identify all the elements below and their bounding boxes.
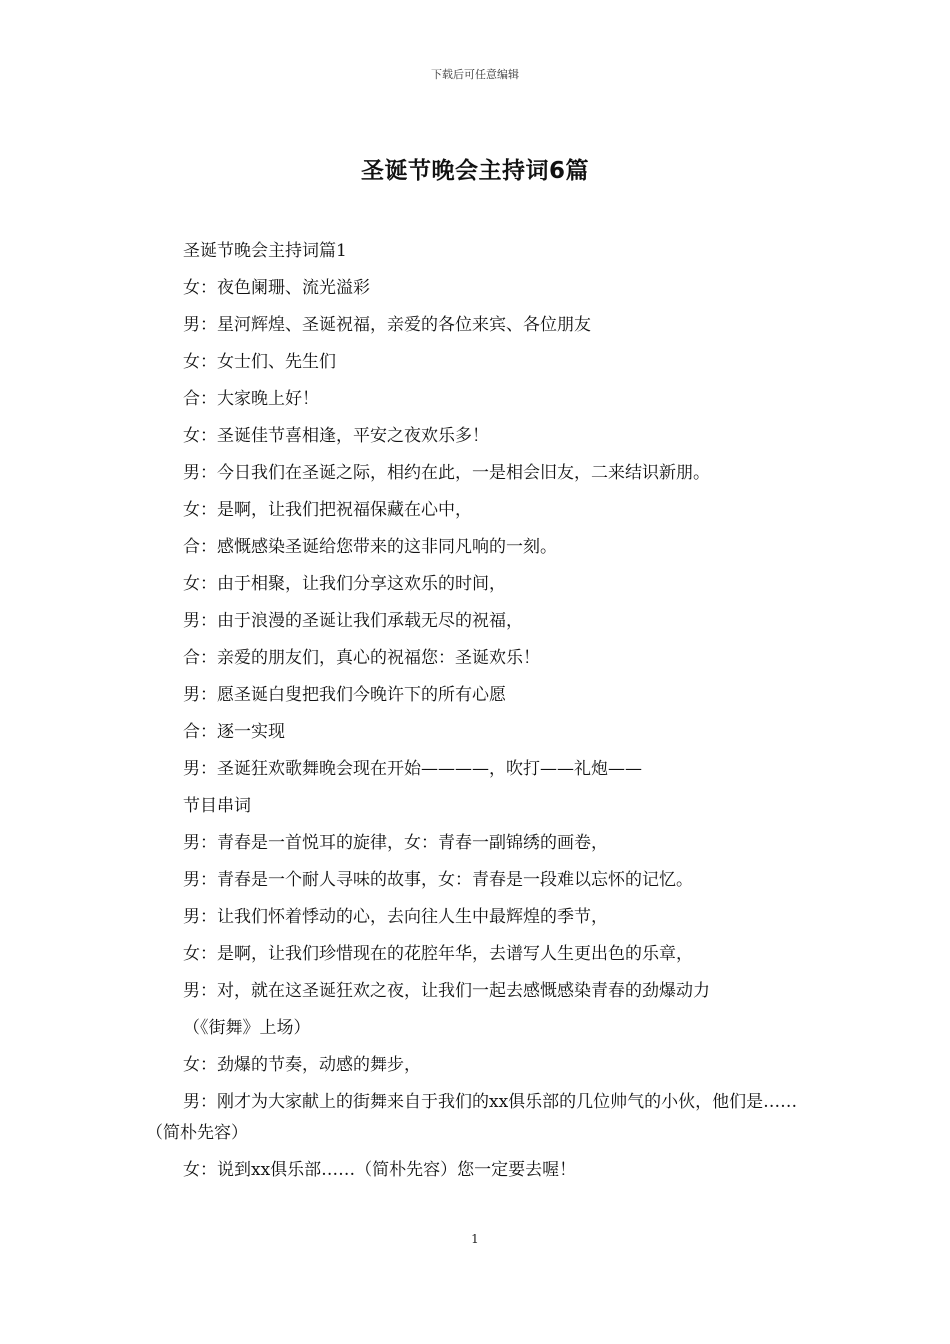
dialogue-line: 合：亲爱的朋友们，真心的祝福您：圣诞欢乐！ — [183, 648, 540, 668]
dialogue-line: 女：是啊，让我们把祝福保藏在心中， — [183, 500, 472, 520]
dialogue-line: 男：青春是一首悦耳的旋律，女：青春一副锦绣的画卷， — [183, 833, 608, 853]
dialogue-line: 男：青春是一个耐人寻味的故事，女：青春是一段难以忘怀的记忆。 — [183, 870, 693, 890]
dialogue-line: 女：是啊，让我们珍惜现在的花腔年华，去谱写人生更出色的乐章， — [183, 944, 693, 964]
page-header-note: 下载后可任意编辑 — [431, 68, 519, 81]
dialogue-line: 女：夜色阑珊、流光溢彩 — [183, 278, 370, 298]
dialogue-line: 男：星河辉煌、圣诞祝福，亲爱的各位来宾、各位朋友 — [183, 315, 591, 335]
document-body — [146, 233, 810, 1189]
dialogue-line: 男：由于浪漫的圣诞让我们承载无尽的祝福， — [183, 611, 523, 631]
dialogue-line: 男：愿圣诞白叟把我们今晚许下的所有心愿 — [183, 685, 506, 705]
dialogue-line: 女：女士们、先生们 — [183, 352, 336, 372]
dialogue-line: 男：今日我们在圣诞之际，相约在此，一是相会旧友，二来结识新朋。 — [183, 463, 710, 483]
dialogue-line: 女：圣诞佳节喜相逢，平安之夜欢乐多！ — [183, 426, 489, 446]
dialogue-line: 合：大家晚上好！ — [183, 389, 319, 409]
dialogue-line: 男：圣诞狂欢歌舞晚会现在开始————，吹打——礼炮—— — [183, 759, 642, 779]
page-number: 1 — [471, 1232, 479, 1246]
dialogue-line: 合：感慨感染圣诞给您带来的这非同凡响的一刻。 — [183, 537, 557, 557]
section-heading: 圣诞节晚会主持词篇1 — [183, 241, 347, 261]
dialogue-line: 女：劲爆的节奏，动感的舞步， — [183, 1055, 421, 1075]
subsection-heading: 节目串词 — [183, 796, 251, 816]
stage-direction: （《街舞》上场） — [183, 1018, 311, 1038]
dialogue-line: 女：说到xx俱乐部……（简朴先容）您一定要去喔！ — [183, 1160, 577, 1180]
dialogue-line: 男：刚才为大家献上的街舞来自于我们的xx俱乐部的几位帅气的小伙，他们是……（简朴先容） — [146, 1092, 798, 1143]
dialogue-line: 男：对，就在这圣诞狂欢之夜，让我们一起去感慨感染青春的劲爆动力 — [183, 981, 710, 1001]
document-title: 圣诞节晚会主持词6篇 — [360, 158, 589, 184]
dialogue-line: 合：逐一实现 — [183, 722, 285, 742]
dialogue-line: 女：由于相聚，让我们分享这欢乐的时间， — [183, 574, 506, 594]
dialogue-line: 男：让我们怀着悸动的心，去向往人生中最辉煌的季节， — [183, 907, 608, 927]
